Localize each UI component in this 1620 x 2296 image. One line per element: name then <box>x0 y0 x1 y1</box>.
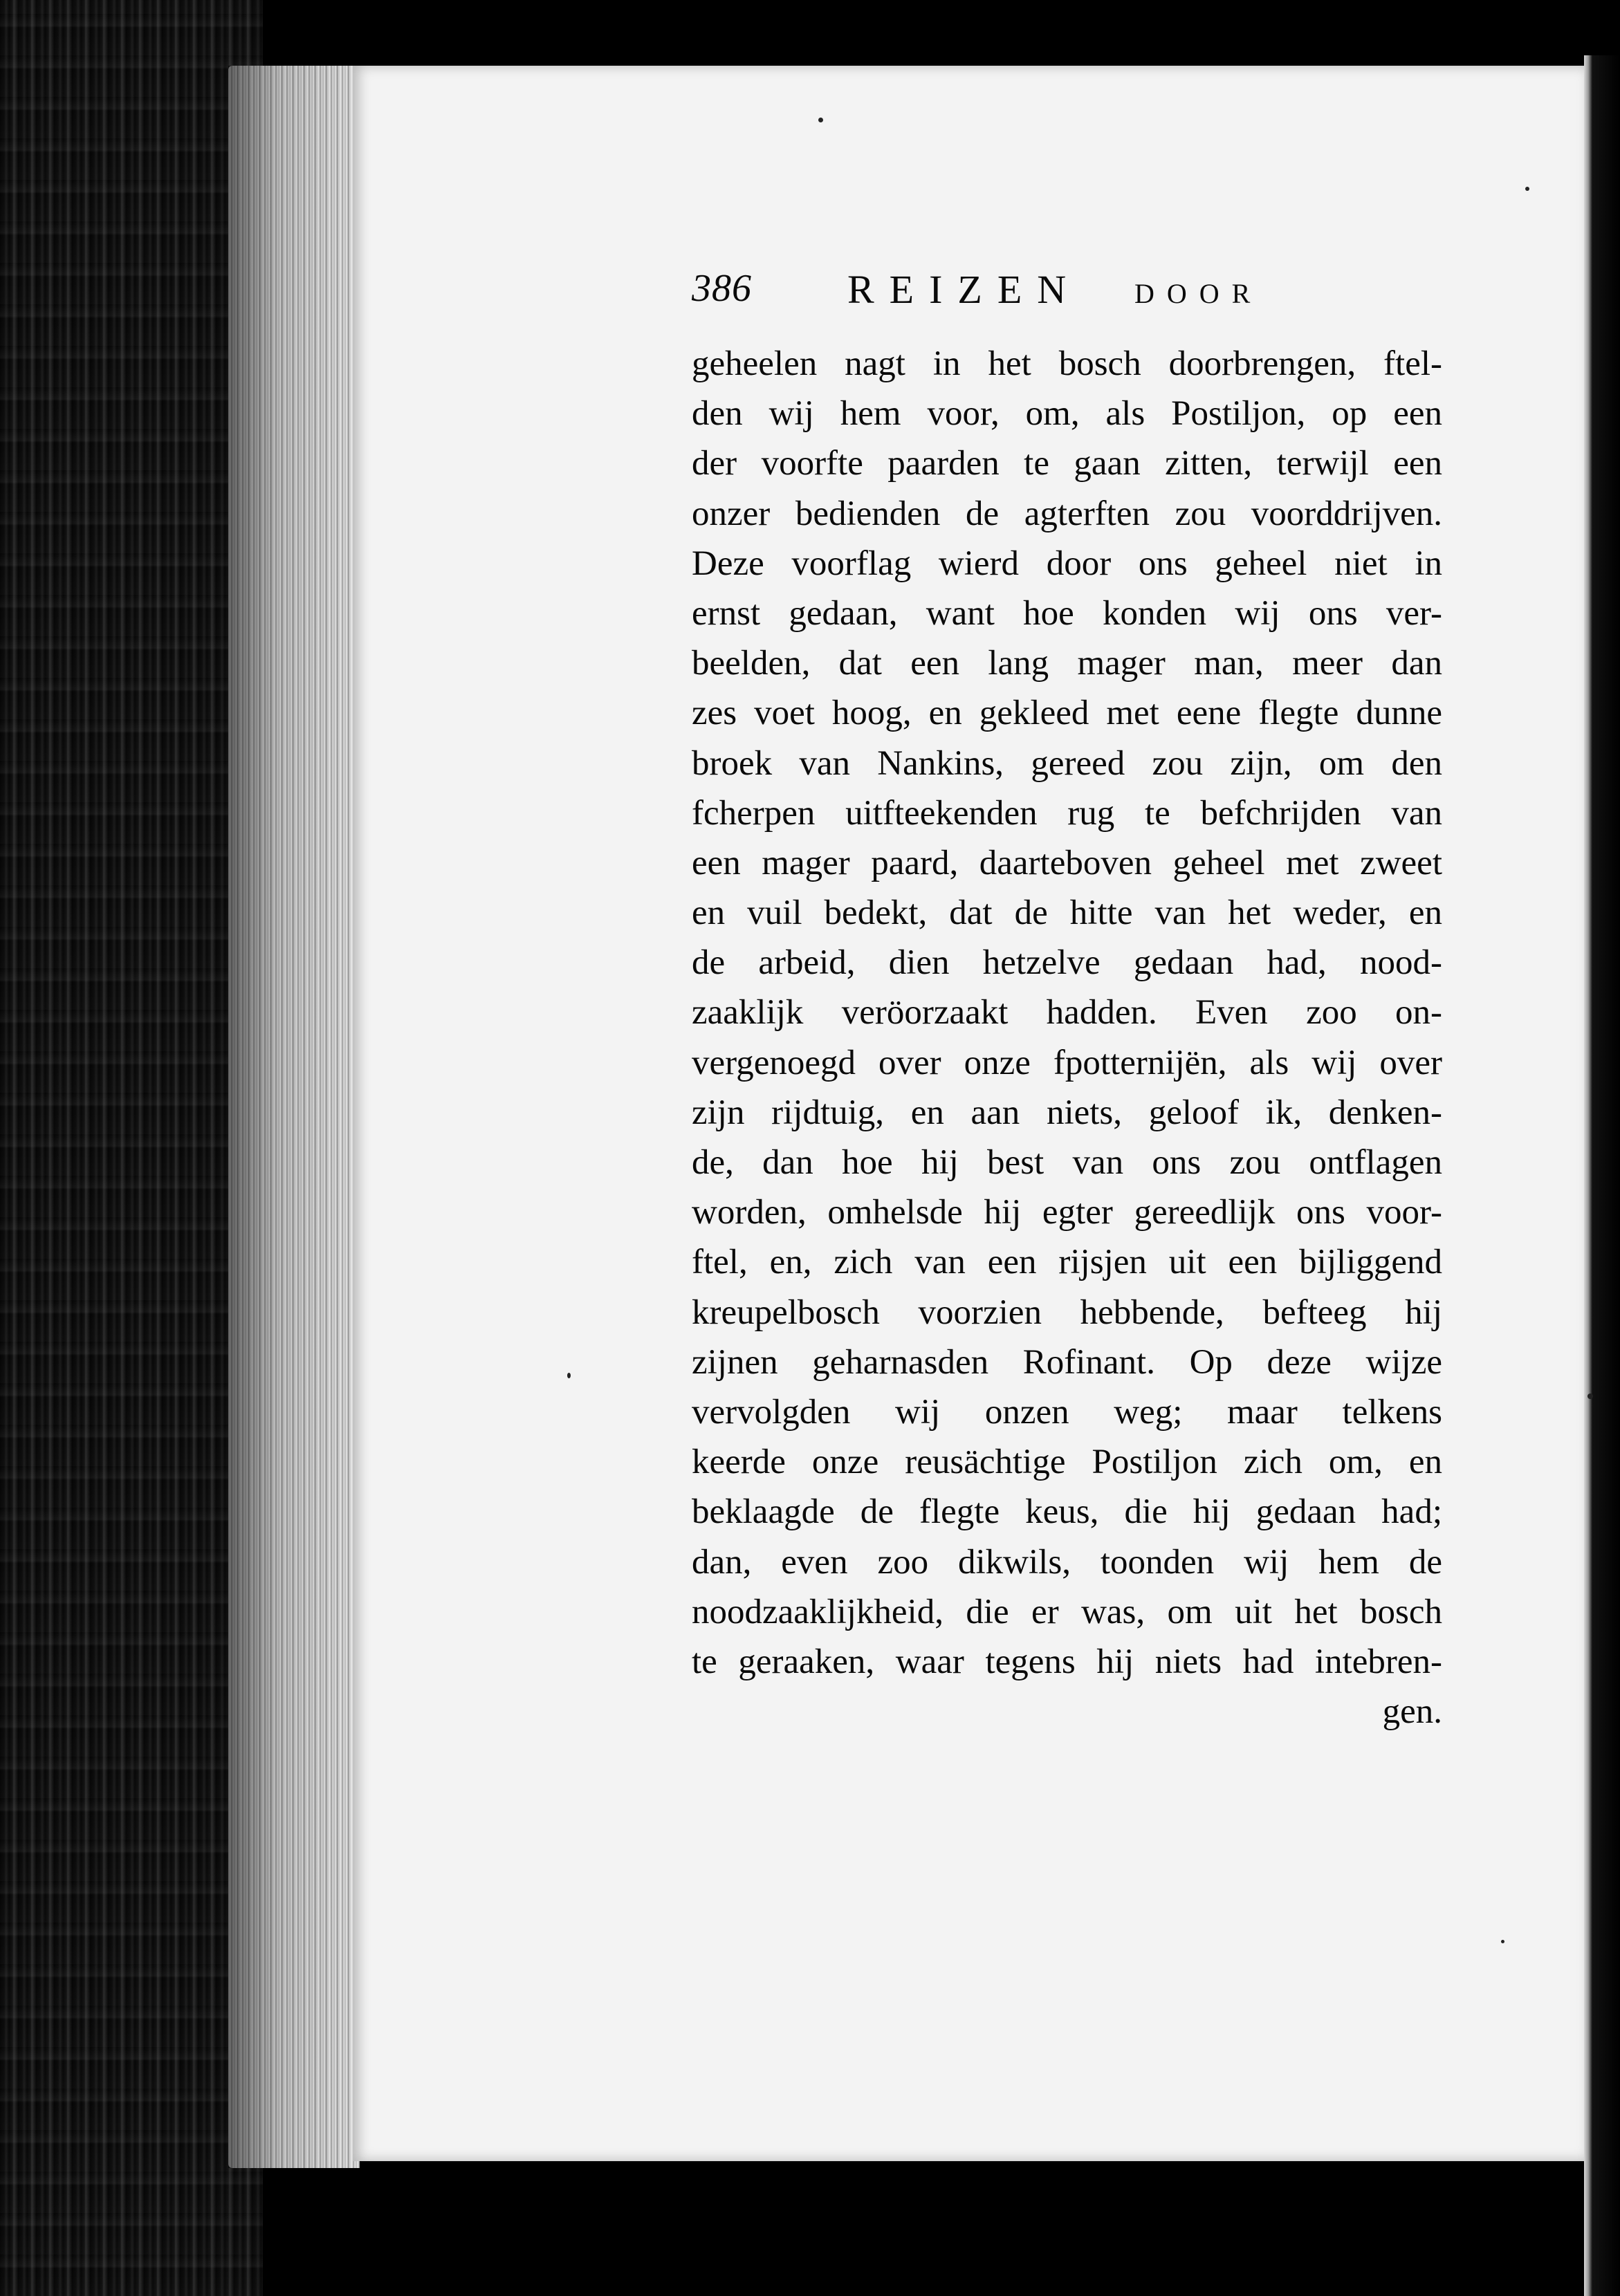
text-line: zes voet hoog, en gekleed met eene flegte dunne <box>692 694 1442 733</box>
text-line: de arbeid, dien hetzelve gedaan had, nood- <box>692 943 1442 983</box>
text-line: Deze voorflag wierd door ons geheel niet in <box>692 544 1442 583</box>
text-line: vergenoegd over onze fpotternijën, als wij over <box>692 1043 1442 1082</box>
text-line: noodzaaklijkheid, die er was, om uit het bosch <box>692 1592 1442 1631</box>
text-line: kreupelbosch voorzien hebbende, befteeg hij <box>692 1293 1442 1332</box>
text-line: fcherpen uitfteekenden rug te befchrijden van <box>692 793 1442 833</box>
paper-speck <box>818 118 823 122</box>
text-line: zijnen geharnasden Rofinant. Op deze wijze <box>692 1342 1442 1382</box>
body-text <box>692 339 1442 1737</box>
text-line: den wij hem voor, om, als Postiljon, op een <box>692 394 1442 434</box>
text-line: zaaklijk veröorzaakt hadden. Even zoo on- <box>692 993 1442 1033</box>
text-line: der voorfte paarden te gaan zitten, terwijl een <box>692 444 1442 483</box>
text-line: ernst gedaan, want hoe konden wij ons ver- <box>692 593 1442 633</box>
text-line: keerde onze reusächtige Postiljon zich om, en <box>692 1443 1442 1482</box>
running-title: REIZEN <box>847 267 1082 312</box>
text-line: vervolgden wij onzen weg; maar telkens <box>692 1392 1442 1432</box>
paper-speck <box>1501 1940 1504 1943</box>
page-edges <box>228 66 360 2168</box>
text-line: onzer bedienden de agterften zou voorddrijven. <box>692 494 1442 533</box>
text-line: beelden, dat een lang mager man, meer dan <box>692 644 1442 683</box>
text-line: beklaagde de flegte keus, die hij gedaan had; <box>692 1492 1442 1532</box>
text-line: dan, even zoo dikwils, toonden wij hem de <box>692 1542 1442 1582</box>
text-line: de, dan hoe hij best van ons zou ontflagen <box>692 1143 1442 1182</box>
text-line: een mager paard, daarteboven geheel met zweet <box>692 843 1442 882</box>
running-title-continuation: DOOR <box>1134 278 1263 309</box>
text-line: worden, omhelsde hij egter gereedlijk ons voor- <box>692 1193 1442 1232</box>
text-line: te geraaken, waar tegens hij niets had intebren- <box>692 1642 1442 1681</box>
text-line: broek van Nankins, gereed zou zijn, om den <box>692 743 1442 783</box>
text-line: zijn rijdtuig, en aan niets, geloof ik, denken- <box>692 1093 1442 1132</box>
text-line: en vuil bedekt, dat de hitte van het weder, en <box>692 894 1442 933</box>
book-spine <box>0 0 263 2296</box>
page-number: 386 <box>692 267 752 310</box>
paper-speck <box>567 1373 571 1378</box>
paper-speck <box>1525 187 1529 191</box>
text-line: ftel, en, zich van een rijsjen uit een bijliggend <box>692 1243 1442 1282</box>
text-line: geheelen nagt in het bosch doorbrengen, ftel- <box>692 344 1442 383</box>
text-line-last: gen. <box>1382 1692 1442 1732</box>
paper-speck <box>1587 1394 1593 1399</box>
page-header <box>692 266 1453 322</box>
right-page-edge <box>1584 55 1620 2296</box>
